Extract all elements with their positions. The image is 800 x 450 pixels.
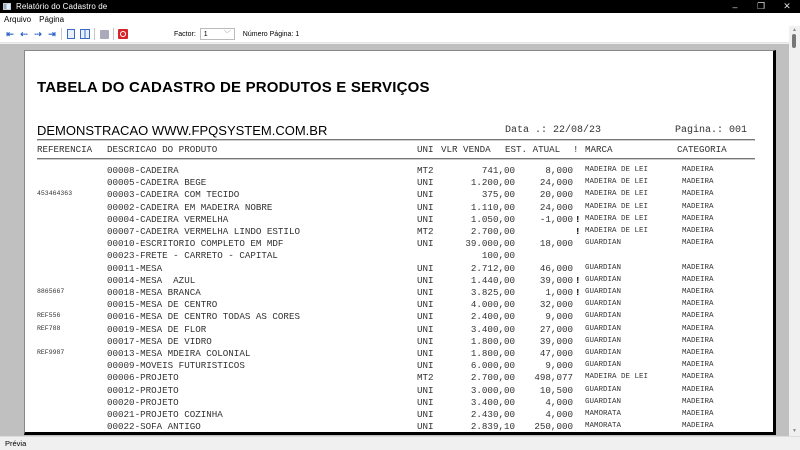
cell-est: 8,000 (545, 165, 573, 176)
cell-cat: MADEIRA (682, 202, 714, 211)
menu-pagina[interactable]: Página (39, 15, 65, 24)
stop-icon (118, 29, 128, 39)
cell-desc: 00023-FRETE - CARRETO - CAPITAL (107, 250, 278, 262)
cell-desc: 00006-PROJETO (107, 372, 179, 384)
factor-select[interactable] (200, 28, 235, 40)
cell-desc: 00013-MESA MDEIRA COLONIAL (107, 348, 251, 359)
window-title: Relatório do Cadastro de (16, 2, 108, 11)
cell-est: 46,000 (539, 262, 573, 274)
cell-est: 32,000 (539, 299, 573, 311)
divider (37, 139, 755, 141)
app-icon (3, 3, 11, 10)
cell-cat: MADEIRA (682, 385, 714, 394)
col-header-vlr: VLR VENDA (441, 144, 491, 155)
cell-vlr: 3.400,00 (470, 323, 515, 335)
cell-cat: MADEIRA (682, 361, 714, 370)
cell-cat: MADEIRA (682, 288, 714, 296)
cell-desc: 00008-CADEIRA (107, 165, 179, 176)
cell-desc: 00021-PROJETO COZINHA (107, 409, 223, 420)
menu-bar (0, 13, 800, 26)
report-page (24, 50, 776, 435)
cell-uni: UNI (417, 335, 434, 347)
cell-marca: GUARDIAN (585, 239, 622, 248)
cell-uni: MT2 (417, 372, 434, 384)
cell-vlr: 1.200,00 (470, 177, 515, 189)
cell-uni: UNI (417, 396, 434, 408)
cell-uni: UNI (417, 213, 434, 225)
cell-uni: UNI (417, 189, 434, 201)
cell-uni: UNI (417, 384, 434, 396)
cell-uni: UNI (417, 177, 434, 189)
cell-vlr: 2.839,10 (470, 421, 515, 433)
cell-cat: MADEIRA (682, 312, 714, 321)
cell-vlr: 2.712,00 (470, 262, 515, 274)
cell-ref: 8865667 (37, 288, 65, 295)
table-row (37, 348, 755, 360)
cell-vlr: 6.000,00 (470, 360, 515, 372)
close-preview-button[interactable] (116, 27, 130, 41)
cell-marca: MAMORATA (585, 410, 622, 418)
cell-cat: MADEIRA (682, 324, 714, 333)
cell-marca: MADEIRA DE LEI (585, 190, 649, 199)
cell-cat: MADEIRA (682, 263, 714, 272)
cell-uni: UNI (417, 238, 434, 250)
col-header-uni: UNI (417, 144, 434, 155)
col-header-ref: REFERENCIA (37, 144, 93, 155)
cell-cat: MADEIRA (682, 410, 714, 418)
table-row (37, 385, 755, 397)
cell-desc: 00022-SOFA ANTIGO (107, 421, 201, 433)
cell-ref: 453464363 (37, 190, 73, 198)
cell-uni: MT2 (417, 165, 434, 176)
cell-desc: 00012-PROJETO (107, 384, 179, 396)
cell-cat: MADEIRA (682, 178, 714, 187)
cell-ref: REF556 (37, 312, 61, 320)
cell-marca: GUARDIAN (585, 288, 622, 296)
cell-est: 47,000 (539, 348, 573, 359)
cell-est: 250,000 (534, 421, 573, 433)
cell-marca: GUARDIAN (585, 361, 622, 370)
last-page-icon: ⇥ (48, 28, 56, 39)
col-header-marca: MARCA (585, 144, 613, 155)
vertical-scrollbar[interactable] (789, 26, 800, 436)
cell-marca: GUARDIAN (585, 324, 622, 333)
cell-vlr: 375,00 (481, 189, 515, 201)
cell-uni: UNI (417, 262, 434, 274)
cell-est: 9,000 (545, 360, 573, 372)
two-pages-button[interactable] (78, 27, 92, 41)
cell-uni: UNI (417, 348, 434, 359)
toolbar (0, 26, 800, 43)
cell-est: 24,000 (539, 201, 573, 213)
cell-marca: MADEIRA DE LEI (585, 178, 649, 187)
page-number-label: Número Página: 1 (242, 30, 300, 38)
cell-flag: ! (575, 213, 581, 225)
col-header-desc: DESCRICAO DO PRODUTO (107, 144, 218, 155)
cell-vlr: 741,00 (481, 165, 515, 176)
table-row (37, 324, 755, 336)
scroll-down-icon[interactable]: ▼ (792, 428, 797, 434)
table-row (37, 177, 755, 189)
cell-desc: 00005-CADEIRA BEGE (107, 177, 207, 189)
col-header-cat: CATEGORIA (677, 144, 727, 155)
cell-marca: MADEIRA DE LEI (585, 214, 649, 223)
cell-cat: MADEIRA (682, 166, 714, 174)
cell-desc: 00011-MESA (107, 262, 163, 274)
divider (37, 158, 755, 160)
cell-desc: 00002-CADEIRA EM MADEIRA NOBRE (107, 201, 273, 213)
table-row (37, 275, 755, 287)
cell-vlr: 3.000,00 (470, 384, 515, 396)
cell-cat: MADEIRA (682, 300, 714, 309)
cell-est: 24,000 (539, 177, 573, 189)
cell-est: 39,000 (539, 335, 573, 347)
cell-marca: MADEIRA DE LEI (585, 227, 649, 235)
cell-marca: GUARDIAN (585, 263, 622, 272)
table-row (37, 421, 755, 433)
cell-marca: GUARDIAN (585, 336, 622, 345)
cell-vlr: 2.700,00 (470, 226, 515, 237)
cell-flag: ! (575, 226, 581, 237)
cell-marca: GUARDIAN (585, 385, 622, 394)
table-row (37, 202, 755, 214)
cell-uni: UNI (417, 287, 434, 298)
first-page-icon: ⇤ (6, 28, 14, 39)
close-button[interactable]: ✕ (783, 1, 791, 11)
chevron-down-icon: ﹀ (223, 31, 231, 38)
table-row (37, 238, 755, 250)
cell-ref: REF788 (37, 324, 61, 332)
single-page-button[interactable] (64, 27, 78, 41)
cell-vlr: 2.700,00 (470, 372, 515, 384)
cell-vlr: 3.825,00 (470, 287, 515, 298)
print-button[interactable] (97, 27, 111, 41)
table-row (37, 311, 755, 323)
cell-vlr: 1.800,00 (470, 348, 515, 359)
cell-uni: MT2 (417, 226, 434, 237)
printer-icon (100, 30, 109, 39)
cell-est: 20,000 (539, 189, 573, 201)
cell-vlr: 100,00 (481, 250, 515, 262)
page-icon (67, 29, 75, 39)
table-row (37, 165, 755, 177)
cell-cat: MADEIRA (682, 422, 714, 431)
table-row (37, 214, 755, 226)
cell-vlr: 4.000,00 (470, 299, 515, 311)
cell-vlr: 3.400,00 (470, 396, 515, 408)
cell-desc: 00003-CADEIRA COM TECIDO (107, 189, 240, 201)
cell-marca: GUARDIAN (585, 349, 622, 357)
next-page-icon: ⇢ (34, 28, 42, 39)
cell-est: 9,000 (545, 311, 573, 323)
col-header-est: EST. ATUAL (505, 144, 561, 155)
cell-cat: MADEIRA (682, 227, 714, 235)
cell-desc: 00017-MESA DE VIDRO (107, 335, 212, 347)
cell-marca: MADEIRA DE LEI (585, 373, 649, 382)
factor-label: Factor: (174, 30, 196, 38)
cell-vlr: 1.050,00 (470, 213, 515, 225)
cell-flag: ! (575, 274, 581, 286)
cell-est: 39,000 (539, 274, 573, 286)
cell-est: 27,000 (539, 323, 573, 335)
cell-est: 4,000 (545, 396, 573, 408)
cell-est: 1,000 (545, 287, 573, 298)
report-viewer (0, 44, 789, 436)
cell-vlr: 2.430,00 (470, 409, 515, 420)
title-bar (0, 0, 800, 13)
cell-cat: MADEIRA (682, 336, 714, 345)
cell-desc: 00009-MOVEIS FUTURISTICOS (107, 360, 245, 372)
next-page-button[interactable] (31, 27, 45, 41)
cell-desc: 00004-CADEIRA VERMELHA (107, 213, 229, 225)
cell-vlr: 2.400,00 (470, 311, 515, 323)
cell-uni: UNI (417, 299, 434, 311)
prev-page-icon: ⇠ (20, 28, 28, 39)
toolbar-separator (94, 28, 95, 40)
table-row (37, 189, 755, 201)
cell-vlr: 1.110,00 (470, 201, 515, 213)
cell-flag: ! (575, 287, 581, 298)
cell-uni: UNI (417, 274, 434, 286)
cell-vlr: 39.000,00 (465, 238, 515, 250)
cell-vlr: 1.800,00 (470, 335, 515, 347)
cell-desc: 00020-PROJETO (107, 396, 179, 408)
cell-est: 498,077 (534, 372, 573, 384)
cell-desc: 00018-MESA BRANCA (107, 287, 201, 298)
table-row (37, 336, 755, 348)
cell-marca: MADEIRA DE LEI (585, 202, 649, 211)
report-date: Data .: 22/08/23 (505, 125, 602, 136)
cell-uni: UNI (417, 360, 434, 372)
cell-marca: GUARDIAN (585, 300, 622, 309)
table-row (37, 226, 755, 238)
cell-desc: 00019-MESA DE FLOR (107, 323, 207, 335)
cell-cat: MADEIRA (682, 214, 714, 223)
cell-cat: MADEIRA (682, 349, 714, 357)
last-page-button[interactable] (45, 27, 59, 41)
scroll-thumb[interactable] (792, 34, 796, 48)
cell-marca: MADEIRA DE LEI (585, 166, 649, 174)
maximize-button[interactable]: ❐ (756, 1, 766, 11)
cell-cat: MADEIRA (682, 239, 714, 248)
cell-marca: MAMORATA (585, 422, 622, 431)
cell-desc: 00010-ESCRITORIO COMPLETO EM MDF (107, 238, 284, 250)
cell-marca: GUARDIAN (585, 312, 622, 321)
cell-uni: UNI (417, 311, 434, 323)
first-page-button[interactable] (3, 27, 17, 41)
cell-marca: GUARDIAN (585, 397, 622, 406)
cell-vlr: 1.440,00 (470, 274, 515, 286)
minimize-button[interactable]: – (732, 1, 738, 12)
report-title: TABELA DO CADASTRO DE PRODUTOS E SERVIÇOS (37, 79, 430, 96)
cell-uni: UNI (417, 323, 434, 335)
table-row (37, 263, 755, 275)
cell-uni: UNI (417, 409, 434, 420)
toolbar-separator (61, 28, 62, 40)
cell-desc: 00014-MESA AZUL (107, 274, 196, 286)
cell-uni: UNI (417, 421, 434, 433)
status-text: Prévia (5, 439, 27, 448)
cell-est: -1,000 (539, 213, 573, 225)
cell-ref: REF9987 (37, 349, 65, 356)
toolbar-separator (113, 28, 114, 40)
cell-desc: 00015-MESA DE CENTRO (107, 299, 218, 311)
cell-est: 4,000 (545, 409, 573, 420)
book-icon (80, 29, 90, 39)
cell-desc: 00016-MESA DE CENTRO TODAS AS CORES (107, 311, 300, 323)
table-row (37, 397, 755, 409)
cell-cat: MADEIRA (682, 397, 714, 406)
cell-uni: UNI (417, 201, 434, 213)
table-header (37, 144, 755, 156)
cell-marca: GUARDIAN (585, 275, 622, 284)
prev-page-button[interactable] (17, 27, 31, 41)
report-subtitle: DEMONSTRACAO WWW.FPQSYSTEM.COM.BR (37, 123, 328, 138)
cell-est: 10,500 (539, 384, 573, 396)
table-row (37, 299, 755, 311)
cell-cat: MADEIRA (682, 275, 714, 284)
menu-arquivo[interactable]: Arquivo (4, 15, 32, 24)
table-row (37, 287, 755, 299)
factor-value: 1 (203, 30, 208, 38)
cell-est: 18,000 (539, 238, 573, 250)
cell-cat: MADEIRA (682, 373, 714, 382)
col-header-flag: ! (573, 144, 579, 155)
table-row (37, 372, 755, 384)
status-bar (0, 436, 800, 450)
cell-cat: MADEIRA (682, 190, 714, 199)
report-page-number: Pagina.: 001 (675, 125, 748, 136)
table-row (37, 360, 755, 372)
table-row (37, 250, 755, 262)
table-row (37, 409, 755, 421)
scroll-up-icon[interactable]: ▲ (792, 27, 797, 33)
cell-desc: 00007-CADEIRA VERMELHA LINDO ESTILO (107, 226, 300, 237)
